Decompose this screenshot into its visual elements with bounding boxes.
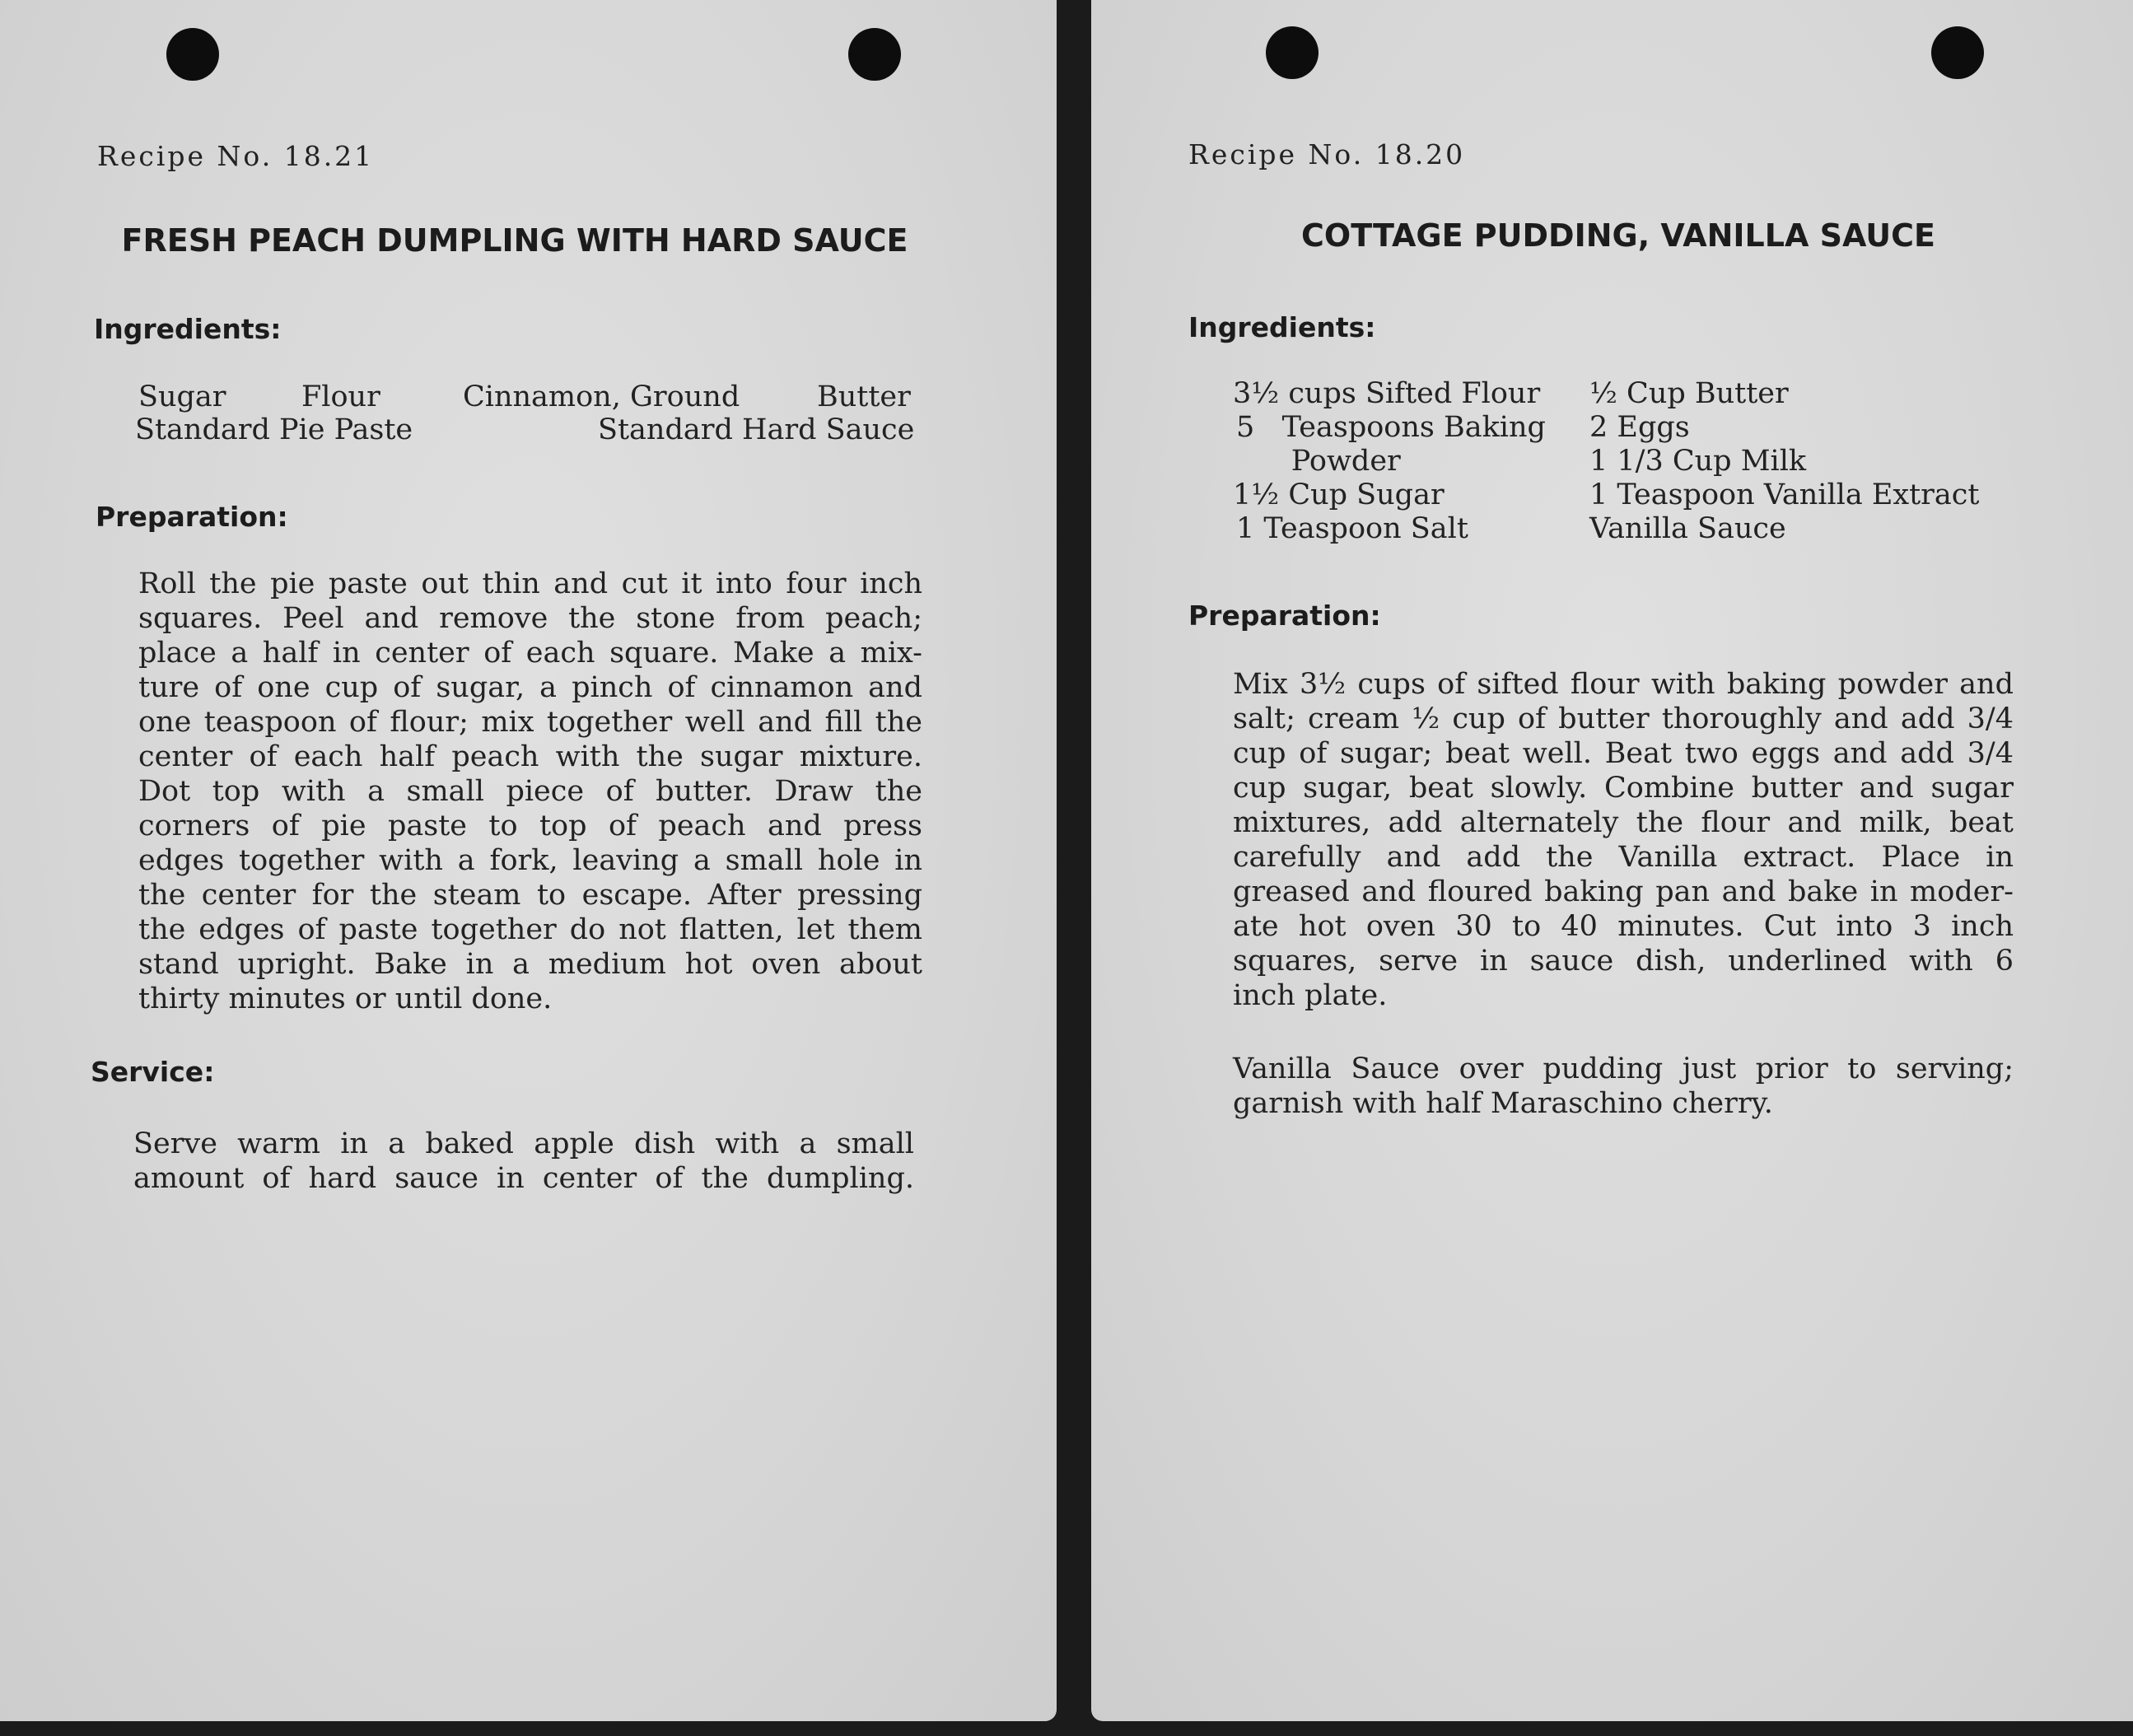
text-line: ate hot oven 30 to 40 minutes. Cut into 3 inch [1233,910,2014,943]
punch-hole-left-1 [166,28,219,81]
recipe-number: Recipe No. 18.21 [97,140,375,172]
ingredient-item: Sugar [138,380,226,413]
recipe-title: FRESH PEACH DUMPLING WITH HARD SAUCE [121,222,908,259]
preparation-text [138,567,922,1016]
punch-hole-right-2 [1931,26,1984,79]
text-line: salt; cream ½ cup of butter thoroughly and add 3/4 [1233,702,2014,735]
text-line: place a half in center of each square. Make a mix- [138,637,922,670]
text-line: Vanilla Sauce over pudding just prior to serving; [1233,1052,2014,1085]
text-line: corners of pie paste to top of peach and press [138,810,922,842]
ingredient-item: 1½ Cup Sugar [1233,478,1445,511]
ingredient-item: Vanilla Sauce [1589,512,1786,545]
text-line: center of each half peach with the sugar mixture. [138,740,922,773]
text-line: the edges of paste together do not flatten, let them [138,913,922,946]
text-line: garnish with half Maraschino cherry. [1233,1087,1773,1120]
ingredient-item: ½ Cup Butter [1589,377,1789,410]
text-line: one teaspoon of flour; mix together well and fill the [138,706,922,739]
ingredient-item: 2 Eggs [1589,411,1690,444]
ingredient-item: Standard Hard Sauce [598,413,915,446]
text-line: inch plate. [1233,979,1388,1012]
text-line: Serve warm in a baked apple dish with a small [133,1127,914,1160]
ingredient-item: Flour [301,380,380,413]
ingredient-item: 5 Teaspoons Baking [1236,411,1546,444]
preparation-heading: Preparation: [1188,600,1381,632]
text-line: cup sugar, beat slowly. Combine butter and sugar [1233,772,2014,805]
serving-note [1233,1052,2014,1121]
text-line: cup of sugar; beat well. Beat two eggs and add 3/4 [1233,737,2014,770]
text-line: edges together with a fork, leaving a small hole in [138,844,922,877]
ingredients-heading: Ingredients: [1188,311,1376,343]
preparation-text [1233,667,2014,1013]
ingredient-item: Cinnamon, Ground [463,380,740,413]
text-line: mixtures, add alternately the flour and milk, beat [1233,806,2014,839]
ingredient-item: Butter [817,380,911,413]
ingredient-item: 1 1/3 Cup Milk [1589,445,1807,478]
recipe-number: Recipe No. 18.20 [1188,138,1466,170]
text-line: the center for the steam to escape. After pressing [138,879,922,912]
ingredient-item: 1 Teaspoon Vanilla Extract [1589,478,1980,511]
service-heading: Service: [91,1056,215,1088]
text-line: Mix 3½ cups of sifted flour with baking powder and [1233,668,2014,701]
text-line: squares, serve in sauce dish, underlined with 6 [1233,945,2014,978]
preparation-heading: Preparation: [96,501,288,533]
text-line: amount of hard sauce in center of the dumpling. [133,1162,914,1195]
service-text [133,1127,914,1196]
ingredients-heading: Ingredients: [94,313,282,345]
ingredient-item: Powder [1236,445,1401,478]
punch-hole-left-2 [848,28,901,81]
recipe-card-right [1091,0,2133,1721]
ingredient-item: 1 Teaspoon Salt [1236,512,1468,545]
text-line: Roll the pie paste out thin and cut it into four inch [138,567,922,600]
ingredient-item: Standard Pie Paste [135,413,413,446]
text-line: stand upright. Bake in a medium hot oven about [138,948,922,981]
recipe-card-left [0,0,1057,1721]
punch-hole-right-1 [1266,26,1319,79]
recipe-title: COTTAGE PUDDING, VANILLA SAUCE [1301,217,1935,254]
text-line: greased and floured baking pan and bake in moder- [1233,875,2014,908]
text-line: squares. Peel and remove the stone from peach; [138,602,922,635]
ingredient-item: 3½ cups Sifted Flour [1233,377,1541,410]
text-line: Dot top with a small piece of butter. Draw the [138,775,922,808]
text-line: ture of one cup of sugar, a pinch of cinnamon and [138,671,922,704]
text-line: carefully and add the Vanilla extract. Place in [1233,841,2014,874]
text-line: thirty minutes or until done. [138,982,553,1015]
